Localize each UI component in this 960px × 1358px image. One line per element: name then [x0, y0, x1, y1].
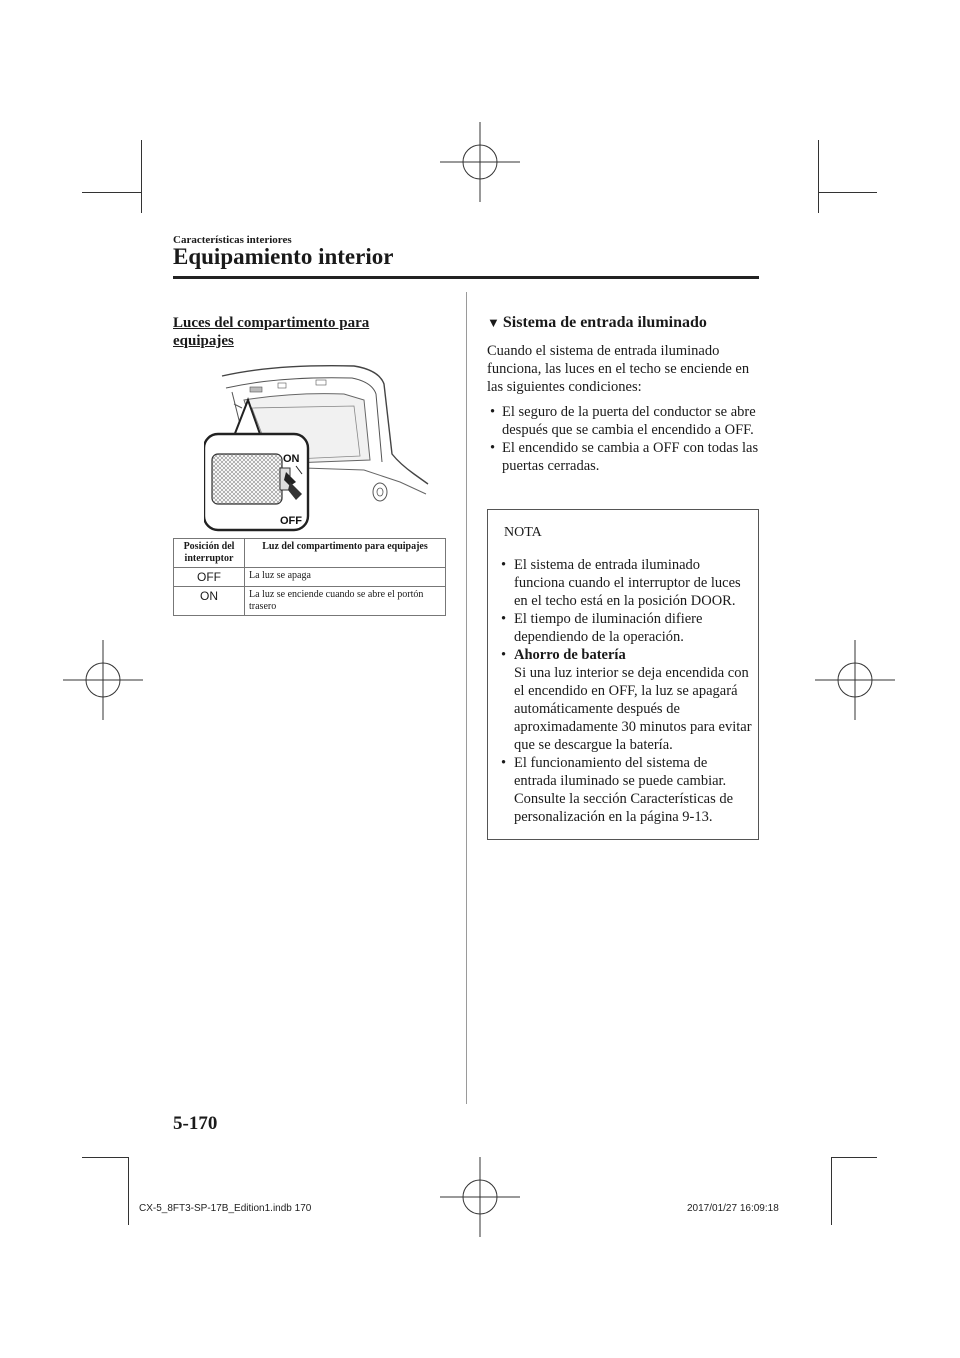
off-label: OFF [280, 515, 302, 527]
column-divider [466, 292, 467, 1104]
list-item: • El tiempo de iluminación difiere dependiendo de la operación. [501, 611, 703, 645]
bullet-icon: • [501, 755, 507, 771]
list-item: • El encendido se cambia a OFF con todas las puertas cerradas. [490, 440, 759, 474]
footer-file-info: CX-5_8FT3-SP-17B_Edition1.indb 170 [139, 1203, 312, 1214]
luggage-light-illustration [204, 364, 432, 532]
list-item: • El funcionamiento del sistema de entrada iluminado se puede cambiar. Consulte la sección Características de personalización en la página 9-13. [501, 755, 734, 825]
note-item-bold-title: Ahorro de batería [514, 647, 626, 663]
note-box [487, 509, 759, 840]
table-row [174, 568, 446, 587]
crop-mark [831, 1157, 832, 1225]
list-item: • El seguro de la puerta del conductor se abre después que se cambia el encendido a OFF. [490, 404, 756, 438]
section-title: Características interiores [173, 234, 292, 246]
registration-mark [440, 122, 520, 202]
bullet-icon: • [501, 647, 507, 663]
table-header: Posición del interruptor [174, 539, 245, 568]
table-row [174, 587, 446, 616]
bullet-icon: • [490, 440, 496, 456]
switch-position-table [173, 538, 446, 616]
bullet-icon: • [501, 557, 507, 573]
registration-mark [815, 640, 895, 720]
conditions-list [490, 403, 760, 475]
table-header-row [174, 539, 446, 568]
page-title: Equipamiento interior [173, 244, 394, 269]
crop-mark [832, 1157, 877, 1158]
triangle-down-icon: ▼ [487, 315, 500, 330]
crop-mark [82, 1157, 128, 1158]
footer-timestamp: 2017/01/27 16:09:18 [687, 1203, 779, 1214]
bullet-icon: • [501, 611, 507, 627]
illuminated-entry-heading [487, 314, 707, 332]
description-cell: La luz se apaga [245, 568, 446, 587]
crop-mark [141, 140, 142, 213]
list-item: • Ahorro de batería Si una luz interior se deja encendida con el encendido en OFF, la luz se apagará automáticamente después de aproximadamente 30 minutos para evitar que se descargue la batería. [501, 647, 752, 753]
on-label: ON [283, 453, 300, 465]
bullet-icon: • [490, 404, 496, 420]
crop-mark [128, 1157, 129, 1225]
page-number: 5-170 [173, 1113, 218, 1134]
heading-rule [173, 276, 759, 279]
crop-mark [82, 192, 141, 193]
position-cell: ON [174, 587, 245, 616]
table-header: Luz del compartimento para equipajes [245, 539, 446, 568]
registration-mark [63, 640, 143, 720]
position-cell: OFF [174, 568, 245, 587]
registration-mark [440, 1157, 520, 1237]
intro-paragraph: Cuando el sistema de entrada iluminado funciona, las luces en el techo se enciende en las siguientes condiciones: [487, 343, 750, 395]
note-list [501, 556, 753, 826]
description-cell: La luz se enciende cuando se abre el portón trasero [245, 587, 446, 616]
luggage-light-heading: Luces del compartimento para equipajes [173, 315, 370, 349]
list-item: • El sistema de entrada iluminado funciona cuando el interruptor de luces en el techo está en la posición DOOR. [501, 557, 741, 609]
crop-mark [818, 140, 819, 213]
note-title: NOTA [504, 525, 542, 540]
heading-text: Sistema de entrada iluminado [502, 314, 707, 331]
crop-mark [819, 192, 877, 193]
